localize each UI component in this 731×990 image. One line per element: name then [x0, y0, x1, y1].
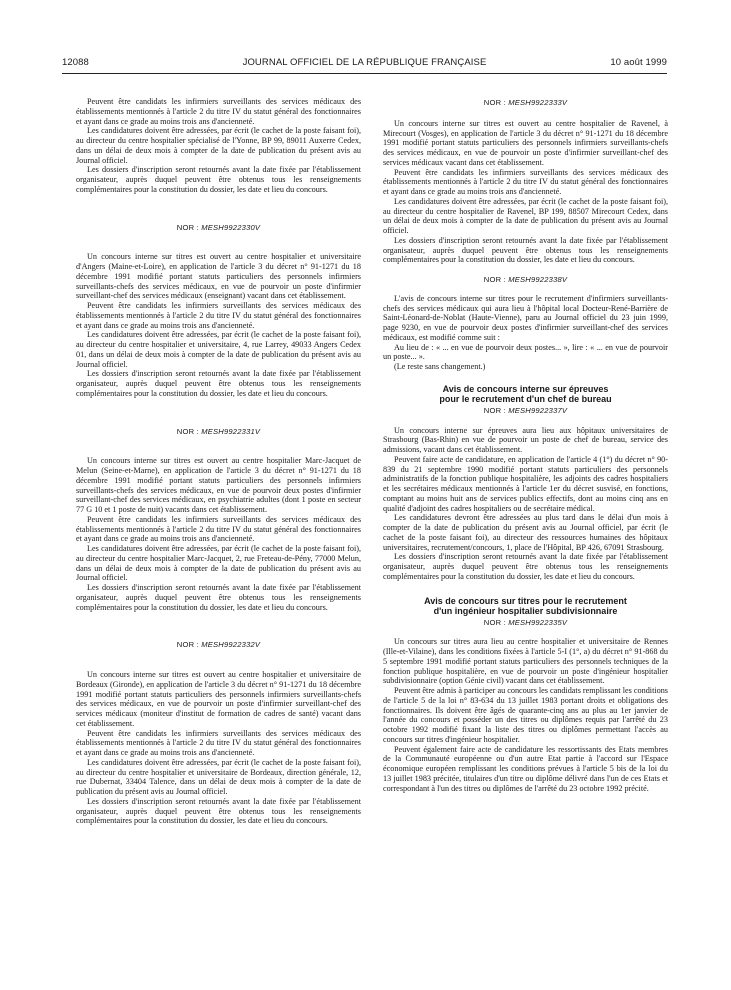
- paragraph: Peuvent être candidats les infirmiers surveillants des services médicaux des établissements mentionnés à l'article 2 du titre IV du statut général des fonctionnaires et ayant dans ce grade au moins trois ans d'ancienneté.: [76, 728, 361, 757]
- nor-code: MESH9922335V: [508, 617, 568, 627]
- paragraph: (Le reste sans changement.): [394, 362, 486, 371]
- left-column: [76, 80, 361, 826]
- paragraph: Peuvent être candidats les infirmiers surveillants des services médicaux des établissements mentionnés à l'article 2 du titre IV du statut général des fonctionnaires et ayant dans ce grade au moins trois ans d'ancienneté.: [76, 301, 361, 330]
- paragraph: Un concours interne sur titres est ouvert au centre hospitalier Marc-Jacquet de Melun (Seine-et-Marne), en application de l'article 3 du décret n° 91-1271 du 18 décembre 1991 modifié portant statuts particuliers des personnels infirmiers surveillants-chefs des services médicaux, en vue de pourvoir deux postes d'infirmier surveillant-chef des services médicaux, en psychiatrie adultes (dont 1 poste en secteur 77 G 10 et 1 poste de nuit) vacants dans cet établissement.: [76, 456, 361, 514]
- nor-reference: NOR : MESH9922338V: [483, 275, 568, 284]
- nor-reference: NOR : MESH9922333V: [483, 98, 568, 107]
- paragraph: Les candidatures doivent être adressées, par écrit (le cachet de la poste faisant foi), au directeur du centre hospitalier et universitaire, 4, rue Larrey, 49033 Angers Cedex 01, dans un délai de deux mois à compter de la date de publication du présent avis au Journal officiel.: [76, 330, 361, 369]
- paragraph: Un concours sur titres aura lieu au centre hospitalier et universitaire de Rennes (Ille-et-Vilaine), dans les conditions fixées à l'article 5-I (1°, a) du décret n° 91-868 du 5 septembre 1991 modifié portant statuts particuliers des personnels techniques de la fonction publique hospitalière, en vue de pourvoir un poste d'ingénieur hospitalier subdivisionnaire (option Génie civil) vacant dans cet établissement.: [383, 637, 668, 686]
- paragraph: Un concours interne sur titres est ouvert au centre hospitalier et universitaire d'Angers (Maine-et-Loire), en application de l'article 3 du décret n° 91-1271 du 18 décembre 1991 modifié portant statuts particuliers des personnels infirmiers surveillants-chefs des services médicaux, en vue de pourvoir un poste d'infirmier surveillant-chef des services médicaux (enseignant) vacant dans cet établissement.: [76, 252, 361, 301]
- paragraph: Un concours interne sur épreuves aura lieu aux hôpitaux universitaires de Strasbourg (Bas-Rhin) en vue de pourvoir un poste de chef de bureau, service des admissions, vacant dans cet établissement.: [383, 425, 668, 454]
- nor-reference: NOR : MESH9922330V: [176, 222, 261, 232]
- nor-reference: NOR : MESH9922335V: [483, 617, 568, 627]
- header-rule: [62, 73, 667, 74]
- nor-code: MESH9922330V: [201, 222, 261, 232]
- paragraph: Peuvent également faire acte de candidature les ressortissants des Etats membres de la Communauté européenne ou d'un autre Etat partie à l'accord sur l'Espace économique européen remplissant les conditions prévues à l'article 5 bis de la loi du 13 juillet 1983 précitée, titulaires d'un titre ou diplôme délivré dans l'un de ces Etats et correspondant à l'un des titres ou diplômes de l'arrêté du 23 octobre 1992 précité.: [383, 744, 668, 793]
- paragraph: L'avis de concours interne sur titres pour le recrutement d'infirmiers surveillants-chefs des services médicaux qui aura lieu à l'hôpital local Docteur-René-Barrière de Saint-Léonard-de-Noblat (Haute-Vienne), paru au Journal officiel du 23 juin 1999, page 9230, en vue de pourvoir deux postes d'infirmier surveillant-chef des services médicaux, est modifié comme suit :: [383, 293, 668, 342]
- section-title: [383, 384, 668, 405]
- journal-title: JOURNAL OFFICIEL DE LA RÉPUBLIQUE FRANÇAISE: [242, 57, 487, 68]
- paragraph: Les dossiers d'inscription seront retournés avant la date fixée par l'établissement organisateur, auprès duquel peuvent être obtenus tous les renseignements complémentaires pour la constitution du dossier, les date et lieu du concours.: [383, 235, 668, 265]
- paragraph: Peuvent être candidats les infirmiers surveillants des services médicaux des établissements mentionnés à l'article 2 du titre IV du statut général des fonctionnaires et ayant dans ce grade au moins trois ans d'ancienneté.: [76, 514, 361, 544]
- paragraph: Les candidatures doivent être adressées, par écrit (le cachet de la poste faisant foi), au directeur du centre hospitalier spécialisé de l'Yonne, BP 99, 89011 Auxerre Cedex, dans un délai de deux mois à compter de la date de publication du présent avis au Journal officiel.: [76, 126, 361, 165]
- paragraph: Les dossiers d'inscription seront retournés avant la date fixée par l'établissement organisateur, auprès duquel peuvent être obtenus tous les renseignements complémentaires pour la constitution du dossier, les date et lieu du concours.: [383, 552, 668, 581]
- paragraph: Un concours interne sur titres est ouvert au centre hospitalier de Ravenel, à Mirecourt (Vosges), en application de l'article 3 du décret n° 91-1271 du 18 décembre 1991 modifié portant statuts particuliers des personnels infirmiers surveillants-chefs des services médicaux, en vue de pourvoir un poste d'infirmier surveillant-chef des services médicaux vacant dans cet établissement.: [383, 118, 668, 167]
- page-header: [62, 57, 667, 71]
- paragraph: Les dossiers d'inscription seront retournés avant la date fixée par l'établissement organisateur, auprès duquel peuvent être obtenus tous les renseignements complémentaires pour la constitution du dossier, les date et lieu du concours.: [76, 583, 361, 612]
- paragraph: Les candidatures doivent être adressées, par écrit (le cachet de la poste faisant foi), au directeur du centre hospitalier Marc-Jacquet, 2, rue Freteau-de-Pény, 77000 Melun, dans un délai de deux mois à compter de la date de publication du présent avis au Journal officiel.: [76, 544, 361, 583]
- paragraph: Peuvent être admis à participer au concours les candidats remplissant les conditions de l'article 5 de la loi n° 83-634 du 13 juillet 1983 portant droits et obligations des fonctionnaires. Ils doivent être âgés de quarante-cinq ans au plus au 1er janvier de l'année du concours et posséder un des titres ou diplômes requis par l'arrêté du 23 octobre 1992 modifié fixant la liste des titres ou diplômes permettant l'accès au concours sur titres d'ingénieur hospitalier.: [383, 686, 668, 744]
- paragraph: Peuvent être candidats les infirmiers surveillants des services médicaux des établissements mentionnés à l'article 2 du titre IV du statut général des fonctionnaires et ayant dans ce grade au moins trois ans d'ancienneté.: [383, 167, 668, 196]
- nor-code: MESH9922338V: [508, 275, 568, 284]
- section-title: [383, 596, 668, 617]
- nor-code: MESH9922332V: [201, 640, 261, 650]
- nor-code: MESH9922331V: [201, 426, 261, 436]
- paragraph: Les dossiers d'inscription seront retournés avant la date fixée par l'établissement organisateur, auprès duquel peuvent être obtenus tous les renseignements complémentaires pour la constitution du dossier, les date et lieu du concours.: [76, 369, 361, 398]
- paragraph: Les dossiers d'inscription seront retournés avant la date fixée par l'établissement organisateur, auprès duquel peuvent être obtenus tous les renseignements complémentaires pour la constitution du dossier, les date et lieu du concours.: [76, 796, 361, 826]
- nor-reference: NOR : MESH9922332V: [176, 640, 261, 650]
- section-title-line: d'un ingénieur hospitalier subdivisionnaire: [433, 606, 618, 616]
- section-title-line: Avis de concours interne sur épreuves: [442, 383, 609, 394]
- nor-reference: NOR : MESH9922337V: [483, 405, 568, 415]
- paragraph: Un concours interne sur titres est ouvert au centre hospitalier et universitaire de Bordeaux (Gironde), en application de l'article 3 du décret n° 91-1271 du 18 décembre 1991 modifié portant statuts particuliers des personnels infirmiers surveillants-chefs des services médicaux, en vue de pourvoir un poste d'infirmier surveillant-chef des services médicaux (moniteur d'institut de formation de cadres de santé) vacant dans cet établissement.: [76, 670, 361, 728]
- paragraph: Les candidatures doivent être adressées, par écrit (le cachet de la poste faisant foi), au directeur du centre hospitalier et universitaire de Bordeaux, direction générale, 12, rue Dubernat, 33404 Talence, dans un délai de deux mois à compter de la date de publication du présent avis au Journal officiel.: [76, 757, 361, 796]
- nor-code: MESH9922333V: [508, 98, 568, 107]
- paragraph: Les candidatures devront être adressées au plus tard dans le délai d'un mois à compter de la date de publication du présent avis au Journal officiel, par écrit (le cachet de la poste faisant foi), au directeur des ressources humaines des hôpitaux universitaires, recrutement/concours, 1, place de l'Hôpital, BP 426, 67091 Strasbourg.: [383, 513, 668, 552]
- paragraph: Peuvent faire acte de candidature, en application de l'article 4 (1°) du décret n° 90-839 du 21 septembre 1990 modifié portant statuts particuliers des personnels administratifs de la fonction publique hospitalière, les adjoints des cadres hospitaliers et les secrétaires médicaux mentionnés à l'article 1er du décret susvisé, en fonctions, comptant au moins huit ans de services publics effectifs, dont au moins cinq ans en qualité d'adjoint des cadres hospitaliers ou de secrétaire médical.: [383, 454, 668, 513]
- paragraph: Au lieu de : « ... en vue de pourvoir deux postes... », lire : « ... en vue de pourvoir un poste... ».: [383, 342, 668, 362]
- nor-code: MESH9922337V: [508, 405, 568, 415]
- page-number: 12088: [62, 57, 89, 68]
- nor-reference: NOR : MESH9922331V: [176, 426, 261, 436]
- right-column: [383, 80, 668, 793]
- section-title-line: pour le recrutement d'un chef de bureau: [439, 394, 612, 405]
- paragraph: Les dossiers d'inscription seront retournés avant la date fixée par l'établissement organisateur, auprès duquel peuvent être obtenus tous les renseignements complémentaires pour la constitution du dossier, les date et lieu du concours.: [76, 165, 361, 194]
- paragraph: Les candidatures doivent être adressées, par écrit (le cachet de la poste faisant foi), au directeur du centre hospitalier de Ravenel, BP 199, 88507 Mirecourt Cedex, dans un délai de deux mois à compter de la date de publication du présent avis au Journal officiel.: [383, 196, 668, 235]
- issue-date: 10 août 1999: [610, 57, 667, 68]
- paragraph: Peuvent être candidats les infirmiers surveillants des services médicaux des établissements mentionnés à l'article 2 du titre IV du statut général des fonctionnaires et ayant dans ce grade au moins trois ans d'ancienneté.: [76, 97, 361, 126]
- section-title-line: Avis de concours sur titres pour le recrutement: [424, 595, 627, 606]
